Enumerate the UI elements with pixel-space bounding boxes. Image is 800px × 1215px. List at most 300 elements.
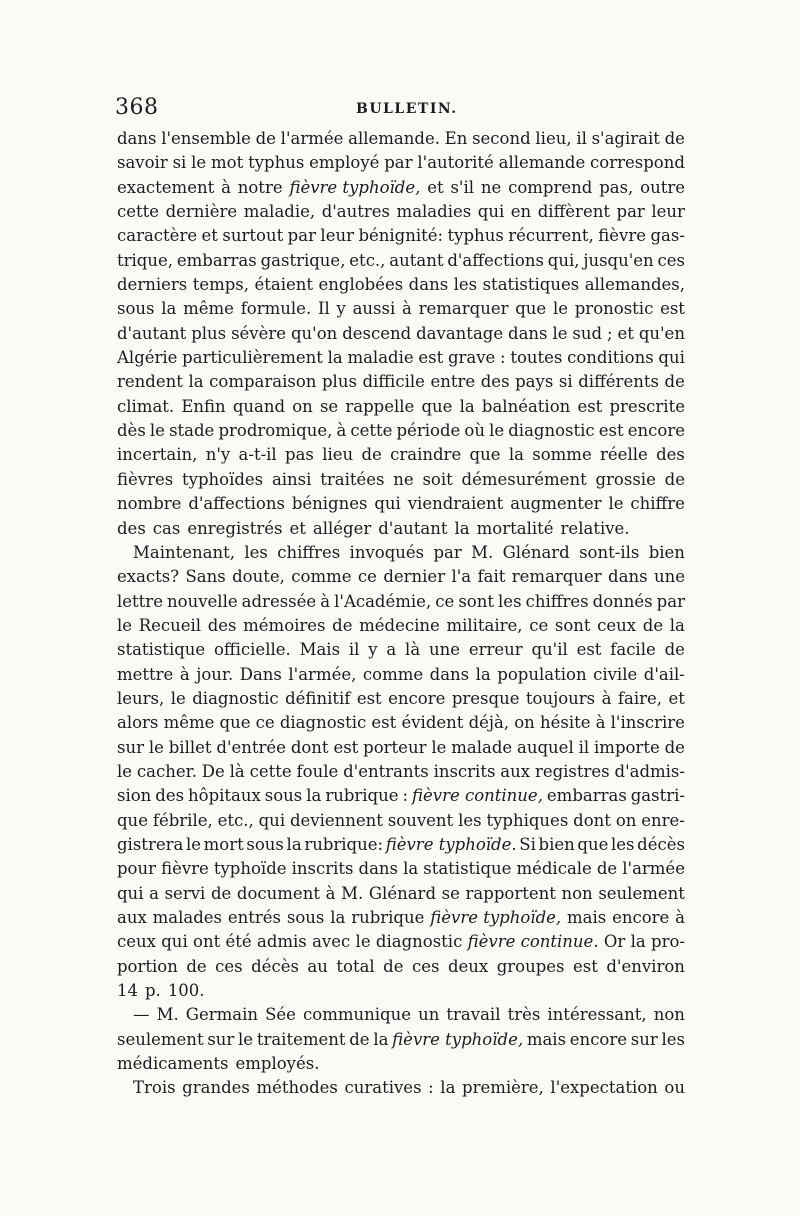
word: ce <box>255 713 275 733</box>
word: fièvres <box>117 469 174 489</box>
word: médicale <box>516 859 592 879</box>
word: l'Académie, <box>334 591 432 611</box>
word: de <box>664 129 685 148</box>
word: notre <box>237 177 283 197</box>
word: typhoïde <box>213 859 287 879</box>
text-line <box>117 492 685 516</box>
word: évident <box>401 713 464 733</box>
text-line <box>117 1028 685 1052</box>
word: diagnostic <box>508 421 595 441</box>
text-line <box>117 370 685 394</box>
word: des <box>480 372 510 392</box>
word: est <box>418 348 444 368</box>
word: d'entrants <box>343 761 429 781</box>
text-line <box>117 979 685 1003</box>
text-line <box>117 1003 685 1027</box>
word: l'ensemble <box>161 129 251 148</box>
text-line <box>117 273 685 297</box>
word: les <box>244 542 268 562</box>
word: cacher. <box>136 761 197 781</box>
word: on <box>292 396 313 416</box>
word: à <box>601 688 612 708</box>
word: cette <box>117 202 160 222</box>
word: n'y <box>205 445 231 465</box>
word: l'a <box>451 567 472 587</box>
word: temps, <box>192 275 250 295</box>
text-line <box>117 395 685 419</box>
word: même <box>163 713 215 733</box>
word: été <box>225 932 252 952</box>
page-number: 368 <box>115 95 159 120</box>
word: enre- <box>641 810 685 830</box>
word: de <box>596 859 618 879</box>
word: balnéation <box>481 396 571 416</box>
word: d'autant <box>378 518 448 538</box>
text-line <box>117 687 685 711</box>
word: typhiques <box>486 810 569 830</box>
word: qu'en <box>638 323 685 343</box>
word: outre <box>640 177 685 197</box>
word: fièvre continue, <box>411 786 543 806</box>
word: communique <box>303 1005 411 1025</box>
word: de <box>361 445 382 465</box>
word: de <box>664 640 685 660</box>
word: de <box>642 615 664 635</box>
word: craindre <box>390 445 462 465</box>
word: ou <box>664 1078 685 1098</box>
word: de <box>664 372 685 392</box>
word: enregistrés <box>187 518 283 538</box>
word: billet <box>168 737 212 757</box>
word: groupes <box>496 956 565 976</box>
word: relative. <box>560 518 630 538</box>
word: méthodes <box>256 1078 338 1098</box>
text-line <box>117 736 685 760</box>
word: Or <box>603 932 626 952</box>
text-line <box>117 297 685 321</box>
word: cette <box>350 421 393 441</box>
word: Dans <box>239 664 282 684</box>
word: descend <box>342 323 412 343</box>
word: foule <box>296 761 339 781</box>
word: faire, <box>617 688 663 708</box>
word: exacts? <box>117 567 180 587</box>
word: quand <box>232 396 286 416</box>
word: fièvre <box>161 859 209 879</box>
word: bien <box>648 542 685 562</box>
word: allemandes, <box>584 275 685 295</box>
word: le <box>489 421 505 441</box>
word: très <box>507 1005 541 1025</box>
word: la <box>508 445 524 465</box>
word: est <box>577 396 603 416</box>
word: 100. <box>167 981 205 1001</box>
word: : <box>500 348 506 368</box>
text-line <box>117 249 685 273</box>
word: est <box>333 737 359 757</box>
word: et <box>617 323 634 343</box>
word: fièvre continue. <box>467 932 599 952</box>
text-line <box>117 760 685 784</box>
word: de <box>210 883 232 903</box>
word: de <box>349 1029 370 1049</box>
word: maladie, <box>243 202 316 222</box>
word: des <box>656 445 685 465</box>
word: étaient <box>254 275 314 295</box>
text-line <box>117 955 685 979</box>
word: augmenter <box>510 494 602 514</box>
word: jusqu'en <box>583 250 654 270</box>
word: correspond <box>590 153 685 173</box>
word: deux <box>447 956 489 976</box>
word: seulement <box>117 1029 204 1049</box>
word: qui <box>477 202 505 222</box>
text-line <box>117 443 685 467</box>
word: est <box>576 640 602 660</box>
word: mettre <box>117 664 174 684</box>
word: mais <box>567 908 607 927</box>
word: des <box>155 786 185 806</box>
word: comprend <box>508 177 593 197</box>
word: prodromique, <box>218 421 333 441</box>
word: dans <box>117 129 157 148</box>
word: hôpitaux <box>188 786 261 806</box>
word: diagnostic <box>192 688 279 708</box>
word: une <box>428 640 461 660</box>
word: fièvre typhoïde, <box>289 177 421 197</box>
word: par <box>287 226 316 246</box>
word: gastri- <box>630 786 685 806</box>
word: et <box>289 518 306 538</box>
word: invoqués <box>349 542 425 562</box>
word: total <box>336 956 375 976</box>
word: les <box>661 1029 685 1049</box>
word: à <box>325 883 336 903</box>
word: : <box>428 1078 434 1098</box>
word: la <box>327 348 343 368</box>
word: rubrique <box>351 908 425 927</box>
word: s'agirait <box>591 129 660 148</box>
word: employé <box>309 153 380 173</box>
word: qui <box>117 883 144 903</box>
word: qui <box>161 932 188 952</box>
word: stade <box>169 421 215 441</box>
word: Il <box>317 299 330 319</box>
word: où <box>464 421 485 441</box>
text-line <box>117 565 685 589</box>
word: viendraient <box>407 494 504 514</box>
word: de <box>664 737 685 757</box>
word: a <box>386 640 397 660</box>
word: sion <box>117 786 152 806</box>
word: est <box>598 421 624 441</box>
word: les <box>453 275 478 295</box>
word: le <box>170 688 186 708</box>
word: rendent <box>117 372 183 392</box>
word: rubrique <box>325 786 399 806</box>
word: qui <box>258 810 286 830</box>
word: se <box>441 883 460 903</box>
word: militaire, <box>446 615 523 635</box>
word: malades <box>152 908 223 927</box>
word: ces <box>657 250 685 270</box>
word: traitement <box>256 1029 346 1049</box>
word: différents <box>578 372 659 392</box>
word: ainsi <box>271 469 312 489</box>
word: statistiques <box>482 275 580 295</box>
text-line <box>117 663 685 687</box>
word: pro- <box>651 932 685 952</box>
word: encore <box>569 1029 628 1049</box>
word: lettre <box>117 591 163 611</box>
text-line <box>117 419 685 443</box>
word: seulement <box>598 883 685 903</box>
text-line <box>117 176 685 200</box>
word: que <box>577 834 609 854</box>
word: ces <box>215 956 243 976</box>
word: la <box>630 932 646 952</box>
word: remarquer <box>511 567 602 587</box>
word: il <box>348 640 360 660</box>
word: porteur <box>363 737 427 757</box>
word: avec <box>312 932 351 952</box>
word: donnés <box>592 591 653 611</box>
word: comparaison <box>209 372 317 392</box>
word: englobées <box>318 275 404 295</box>
word: inscrits <box>291 859 354 879</box>
text-line <box>117 468 685 492</box>
word: grossie <box>595 469 656 489</box>
word: et <box>201 226 218 246</box>
word: pronostic <box>574 299 654 319</box>
word: que <box>219 713 251 733</box>
word: sont <box>458 591 494 611</box>
word: que <box>117 810 148 830</box>
word: encore <box>627 421 685 441</box>
word: bénignes <box>291 494 368 514</box>
word: définitif <box>285 688 351 708</box>
word: sur <box>207 1029 235 1049</box>
word: particulièrement <box>182 348 323 368</box>
word: médicaments <box>117 1054 229 1074</box>
word: l'armée, <box>288 664 357 684</box>
word: a-t-il <box>238 445 277 465</box>
word: registres <box>534 761 610 781</box>
word: conditions <box>567 348 654 368</box>
word: dans <box>608 567 648 587</box>
word: climat. <box>117 396 175 416</box>
word: si <box>172 153 187 173</box>
word: Trois <box>133 1078 176 1098</box>
word: fièvre typhoïde, <box>392 1029 524 1049</box>
word: : <box>402 786 409 806</box>
word: auquel <box>517 737 574 757</box>
word: population <box>497 664 587 684</box>
text-line <box>117 857 685 881</box>
word: sud <box>572 323 603 343</box>
word: le <box>552 299 568 319</box>
word: cas <box>152 518 181 538</box>
word: des <box>207 615 237 635</box>
word: comme <box>362 664 424 684</box>
word: déjà, <box>468 713 510 733</box>
word: lieu <box>322 445 354 465</box>
word: leurs, <box>117 688 165 708</box>
word: pas <box>285 445 314 465</box>
word: une <box>653 567 685 587</box>
running-title: BULLETIN. <box>356 101 458 117</box>
word: importe <box>594 737 660 757</box>
word: qui, <box>547 250 580 270</box>
word: chiffres <box>525 591 589 611</box>
word: le <box>552 323 568 343</box>
word: ce <box>529 615 549 635</box>
word: trique, <box>117 250 173 270</box>
word: embarras <box>546 786 627 806</box>
word: par <box>433 542 462 562</box>
word: facile <box>610 640 656 660</box>
word: De <box>201 761 225 781</box>
text-line <box>117 614 685 638</box>
word: mort <box>203 834 244 854</box>
word: embarras <box>176 250 257 270</box>
word: il <box>576 129 587 148</box>
word: etc., <box>349 250 386 270</box>
word: le <box>117 615 133 635</box>
word: à <box>402 299 412 319</box>
word: on <box>615 810 637 830</box>
word: la <box>403 859 419 879</box>
word: la <box>161 299 177 319</box>
word: cette <box>249 761 292 781</box>
word: ; <box>607 323 613 343</box>
word: diagnostic <box>375 932 463 952</box>
word: au <box>307 956 328 976</box>
word: la <box>286 834 302 854</box>
word: d'environ <box>606 956 685 976</box>
word: gistrera <box>117 834 184 854</box>
word: difficile <box>362 372 425 392</box>
word: de <box>255 129 276 148</box>
word: est <box>356 688 382 708</box>
word: des <box>117 518 146 538</box>
word: fièvre typhoïde. <box>385 834 517 854</box>
word: entrés <box>227 908 282 927</box>
word: à <box>320 591 331 611</box>
word: l'armée <box>280 129 344 148</box>
word: d'affections <box>447 250 544 270</box>
word: la <box>669 615 685 635</box>
text-line <box>117 906 685 930</box>
word: la <box>306 786 322 806</box>
word: somme <box>532 445 592 465</box>
word: l'autorité <box>417 153 494 173</box>
word: intéressant, <box>547 1005 647 1025</box>
text-line <box>117 784 685 808</box>
text-line <box>117 882 685 906</box>
word: sous <box>246 834 284 854</box>
word: ceux <box>117 932 156 952</box>
word: statistique <box>423 859 512 879</box>
word: est <box>573 956 598 976</box>
word: officielle. <box>213 640 291 660</box>
word: en <box>510 202 532 222</box>
word: grave <box>447 348 496 368</box>
word: le <box>608 494 624 514</box>
word: exactement <box>117 177 215 197</box>
word: entre <box>430 372 476 392</box>
word: a <box>149 883 159 903</box>
word: par <box>384 153 413 173</box>
word: l'armée <box>622 859 685 879</box>
word: mot <box>211 153 244 173</box>
word: sont <box>554 615 591 635</box>
text-line <box>117 200 685 224</box>
word: hésite <box>539 713 591 733</box>
word: rappelle <box>345 396 415 416</box>
word: typhus <box>447 226 504 246</box>
word: pas, <box>599 177 634 197</box>
word: se <box>319 396 339 416</box>
word: de <box>332 615 353 635</box>
word: gas- <box>650 226 685 246</box>
word: la <box>188 372 204 392</box>
word: qu'on <box>290 323 338 343</box>
word: sur <box>630 1029 658 1049</box>
word: et <box>668 688 685 708</box>
word: encore <box>388 688 446 708</box>
word: maladie <box>347 348 414 368</box>
word: deviennent <box>289 810 383 830</box>
word: plus <box>191 323 227 343</box>
word: formule. <box>240 299 312 319</box>
word: prescrite <box>609 396 685 416</box>
word: erreur <box>468 640 523 660</box>
word: le <box>149 421 165 441</box>
word: document <box>236 883 320 903</box>
word: second <box>472 129 531 148</box>
word: jour. <box>196 664 234 684</box>
word: de <box>383 956 404 976</box>
word: pour <box>117 859 157 879</box>
body-text <box>117 127 685 1101</box>
word: sur <box>117 737 144 757</box>
word: derniers <box>117 275 188 295</box>
word: la <box>330 908 346 927</box>
word: dans <box>408 275 449 295</box>
word: etc., <box>217 810 254 830</box>
word: remarquer <box>418 299 509 319</box>
text-line <box>117 127 685 151</box>
word: sévère <box>231 323 287 343</box>
word: la <box>459 396 475 416</box>
word: 14 <box>117 981 138 1001</box>
word: aux <box>117 908 147 927</box>
word: — <box>133 1005 150 1025</box>
word: comme <box>291 567 352 587</box>
word: d'entrée <box>216 737 286 757</box>
word: non <box>561 883 593 903</box>
word: fébrile, <box>152 810 213 830</box>
word: adressée <box>241 591 317 611</box>
word: pays <box>515 372 554 392</box>
word: décès <box>637 834 685 854</box>
word: typhus <box>248 153 305 173</box>
word: inscrits <box>433 761 496 781</box>
word: dans <box>358 859 399 879</box>
word: grandes <box>182 1078 250 1098</box>
word: sont-ils <box>579 542 640 562</box>
